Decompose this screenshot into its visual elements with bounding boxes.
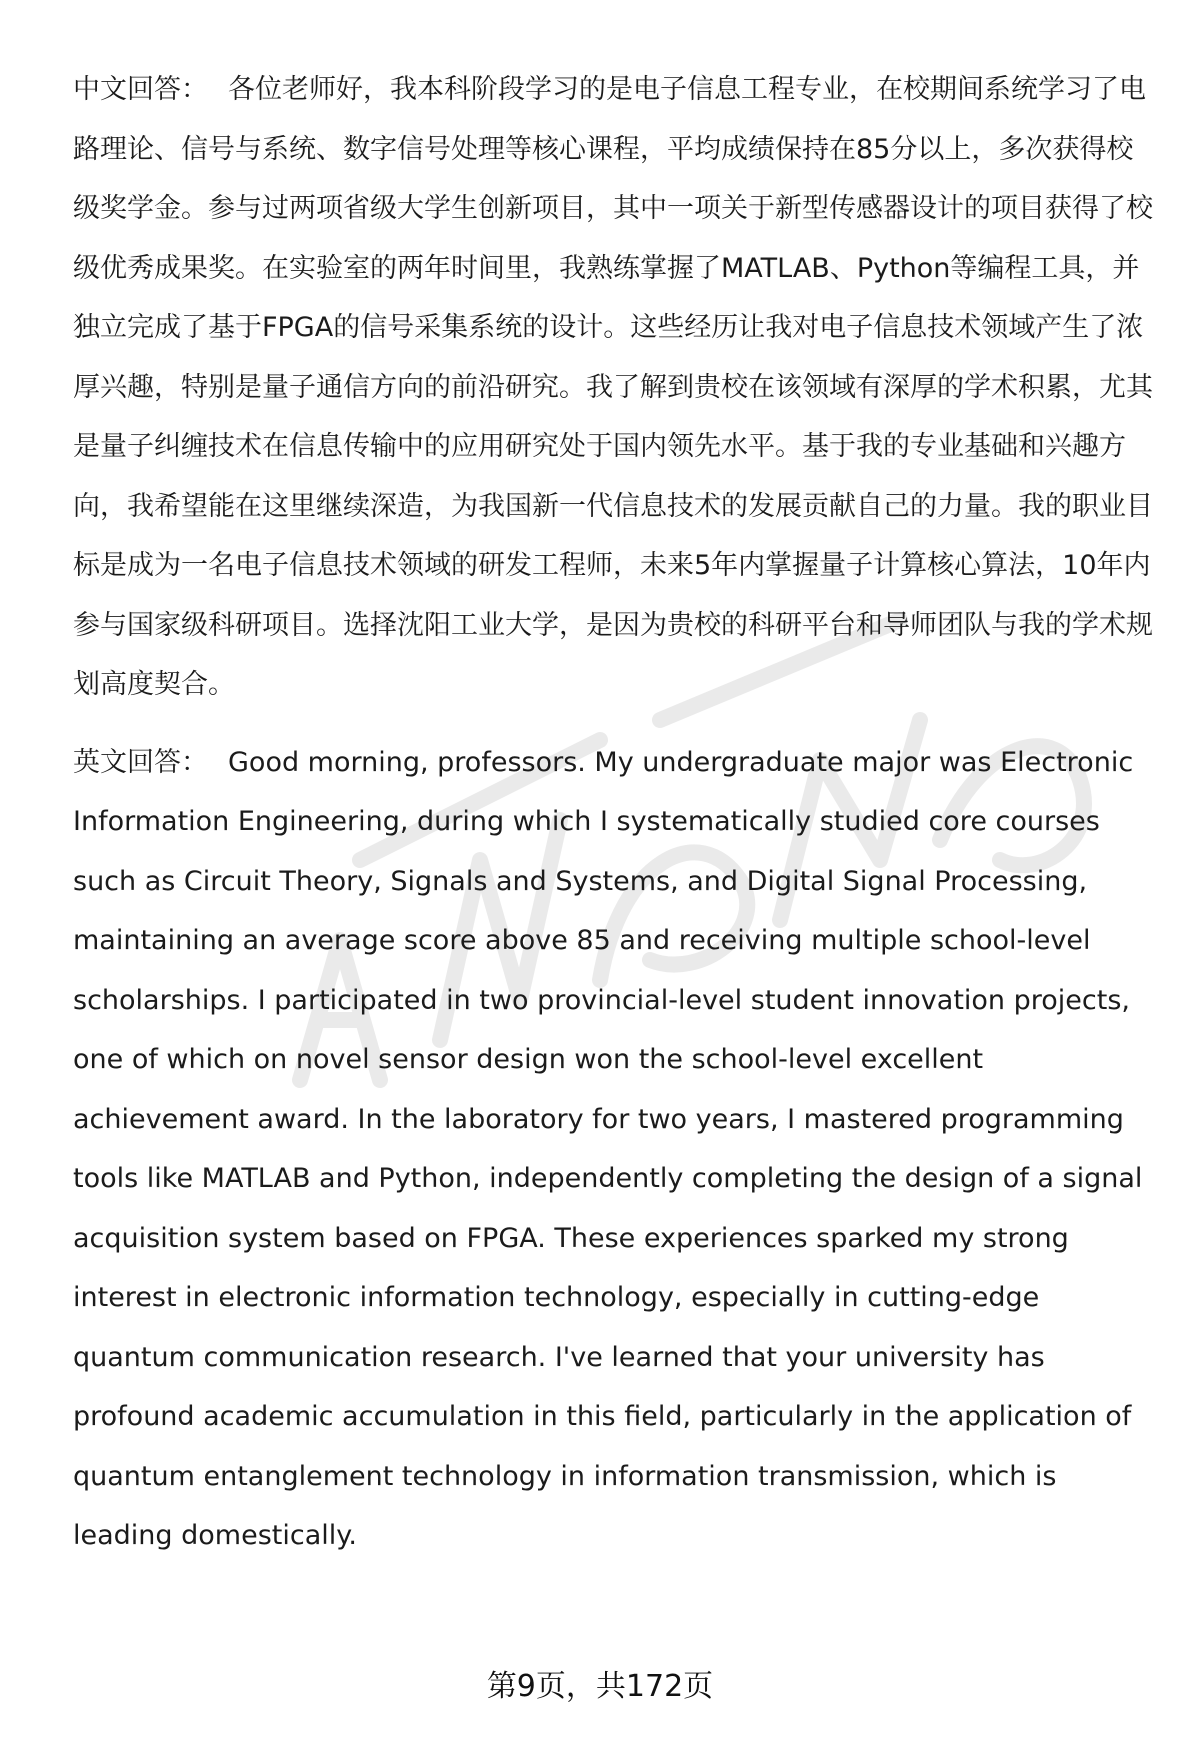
- chinese-answer-paragraph: [73, 60, 1153, 715]
- english-answer-paragraph: [73, 733, 1153, 1566]
- chinese-answer-text: 各位老师好，我本科阶段学习的是电子信息工程专业，在校期间系统学习了电路理论、信号与系统、数字信号处理等核心课程，平均成绩保持在85分以上，多次获得校级奖学金。参与过两项省级大学生创新项目，其中一项关于新型传感器设计的项目获得了校级优秀成果奖。在实验室的两年时间里，我熟练掌握了MATLAB、Python等编程工具，并独立完成了基于FPGA的信号采集系统的设计。这些经历让我对电子信息技术领域产生了浓厚兴趣，特别是量子通信方向的前沿研究。我了解到贵校在该领域有深厚的学术积累，尤其是量子纠缠技术在信息传输中的应用研究处于国内领先水平。基于我的专业基础和兴趣方向，我希望能在这里继续深造，为我国新一代信息技术的发展贡献自己的力量。我的职业目标是成为一名电子信息技术领域的研发工程师，未来5年内掌握量子计算核心算法，10年内参与国家级科研项目。选择沈阳工业大学，是因为贵校的科研平台和导师团队与我的学术规划高度契合。: [73, 74, 1153, 700]
- page-indicator: 第9页，共172页: [486, 1669, 714, 1704]
- answer-content: [73, 60, 1153, 1566]
- english-answer-label: 英文回答：: [73, 746, 208, 778]
- english-answer-text: Good morning, professors. My undergraduate major was Electronic Information Engineering, during which I systematically studied core courses such as Circuit Theory, Signals and Systems, and Digital Signal Processing, maintaining an average score above 85 and receiving multiple school-level scholarships. I participated in two provincial-level student innovation projects, one of which on novel sensor design won the school-level excellent achievement award. In the laboratory for two years, I mastered programming tools like MATLAB and Python, independently completing the design of a signal acquisition system based on FPGA. These experiences sparked my strong interest in electronic information technology, especially in cutting-edge quantum communication research. I've learned that your university has profound academic accumulation in this field, particularly in the application of quantum entanglement technology in information transmission, which is leading domestically.: [73, 746, 1143, 1551]
- chinese-answer-label: 中文回答：: [73, 74, 208, 105]
